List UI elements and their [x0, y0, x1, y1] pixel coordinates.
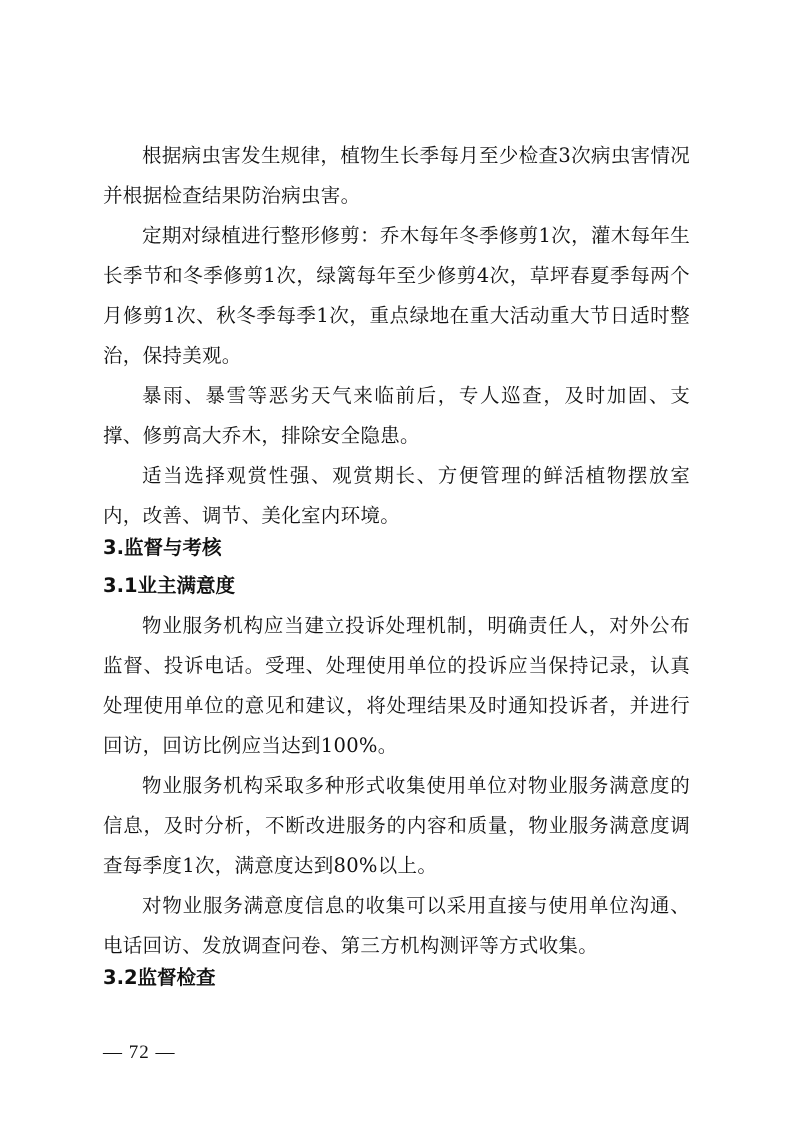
paragraph-pruning: 定期对绿植进行整形修剪：乔木每年冬季修剪1次，灌木每年生长季节和冬季修剪1次，绿篱每年至少修剪4次，草坪春夏季每两个月修剪1次、秋冬季每季1次，重点绿地在重大活动重大节日适时整治，保持美观。 — [103, 224, 690, 367]
subsection-heading-inspection: 3.2监督检查 — [103, 966, 216, 989]
paragraph-indoor-plants: 适当选择观赏性强、观赏期长、方便管理的鲜活植物摆放室内，改善、调节、美化室内环境。 — [103, 464, 690, 527]
paragraph-complaint-mechanism: 物业服务机构应当建立投诉处理机制，明确责任人，对外公布监督、投诉电话。受理、处理使用单位的投诉应当保持记录，认真处理使用单位的意见和建议，将处理结果及时通知投诉者，并进行回访，回访比例应当达到100%。 — [103, 614, 690, 757]
paragraph-satisfaction-survey: 物业服务机构采取多种形式收集使用单位对物业服务满意度的信息，及时分析，不断改进服务的内容和质量，物业服务满意度调查每季度1次，满意度达到80%以上。 — [103, 774, 690, 877]
paragraph-pest-inspection: 根据病虫害发生规律，植物生长季每月至少检查3次病虫害情况并根据检查结果防治病虫害。 — [103, 144, 690, 207]
page-number: — 72 — — [103, 1042, 176, 1063]
paragraph-severe-weather: 暴雨、暴雪等恶劣天气来临前后，专人巡查，及时加固、支撑、修剪高大乔木，排除安全隐患。 — [103, 384, 690, 447]
section-heading-supervision: 3.监督与考核 — [103, 536, 222, 559]
subsection-heading-satisfaction: 3.1业主满意度 — [103, 574, 236, 597]
paragraph-collection-methods: 对物业服务满意度信息的收集可以采用直接与使用单位沟通、电话回访、发放调查问卷、第三方机构测评等方式收集。 — [103, 894, 690, 957]
